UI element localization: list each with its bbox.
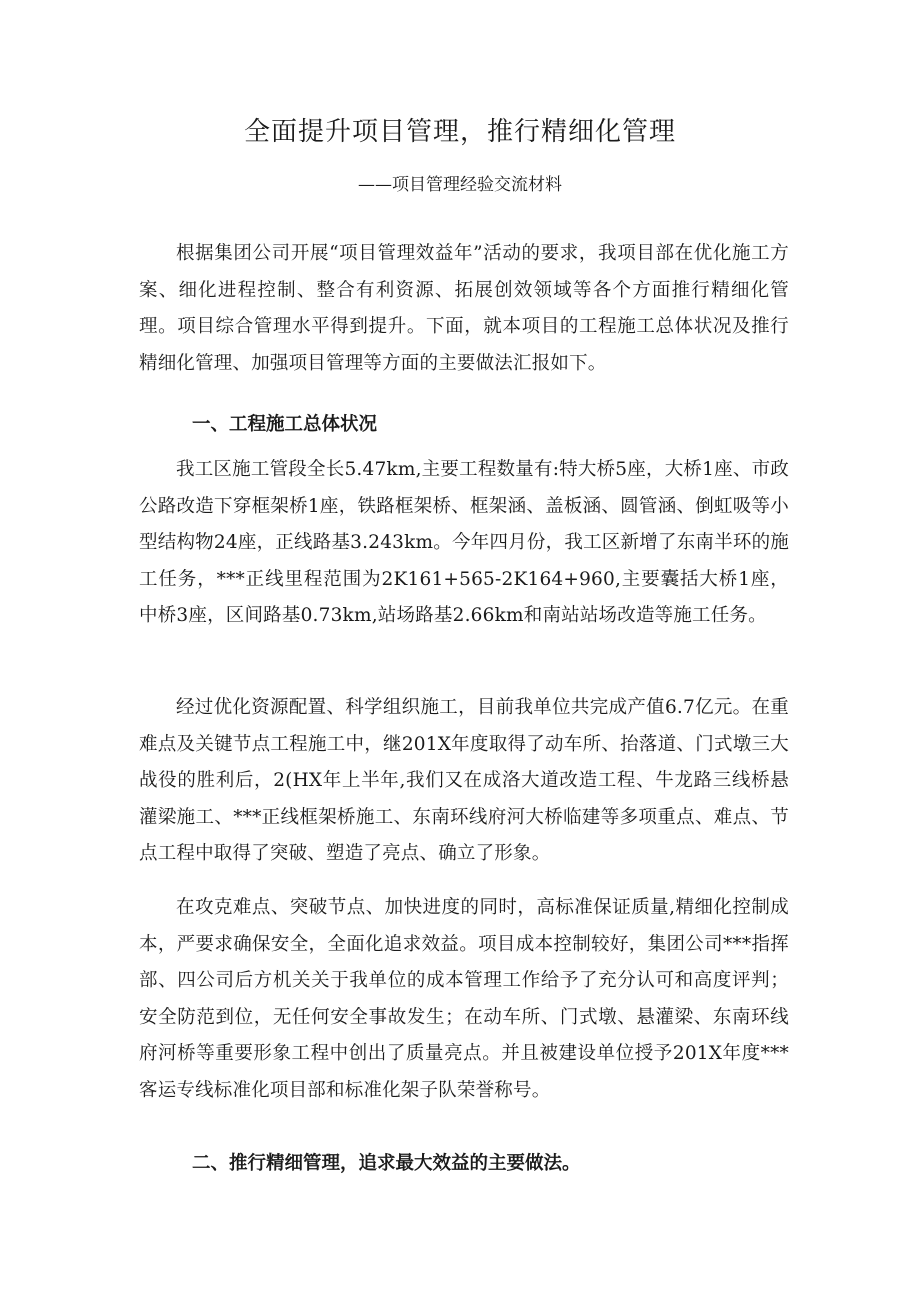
paragraph-overview: 我工区施工管段全长5.47km,主要工程数量有:特大桥5座，大桥1座、市政公路改造下穿框架桥1座，铁路框架桥、框架涵、盖板涵、圆管涵、倒虹吸等小型结构物24座，正线路基3.243km。今年四月份，我工区新增了东南半环的施工任务，***正线里程范围为2K161+565-2K164+960,主要囊括大桥1座，中桥3座，区间路基0.73km,站场路基2.66km和南站站场改造等施工任务。 — [139, 459, 789, 626]
section-heading-2: 二、推行精细管理，追求最大效益的主要做法。 — [192, 1153, 581, 1174]
section-heading-1: 一、工程施工总体状况 — [192, 414, 378, 435]
paragraph-progress: 经过优化资源配置、科学组织施工，目前我单位共完成产值6.7亿元。在重难点及关键节点工程施工中，继201X年度取得了动车所、抬落道、门式墩三大战役的胜利后，2(HX年上半年,我们又在成洛大道改造工程、牛龙路三线桥悬灌梁施工、***正线框架桥施工、东南环线府河大桥临建等多项重点、难点、节点工程中取得了突破、塑造了亮点、确立了形象。 — [139, 697, 789, 864]
paragraph-quality: 在攻克难点、突破节点、加快进度的同时，高标准保证质量,精细化控制成本，严要求确保安全，全面化追求效益。项目成本控制较好，集团公司***指挥部、四公司后方机关关于我单位的成本管理工作给予了充分认可和高度评判；安全防范到位，无任何安全事故发生；在动车所、门式墩、悬灌梁、东南环线府河桥等重要形象工程中创出了质量亮点。并且被建设单位授予201X年度***客运专线标准化项目部和标准化架子队荣誉称号。 — [139, 897, 789, 1101]
paragraph-intro: 根据集团公司开展“项目管理效益年”活动的要求，我项目部在优化施工方案、细化进程控制、整合有利资源、拓展创效领域等各个方面推行精细化管理。项目综合管理水平得到提升。下面，就本项目的工程施工总体状况及推行精细化管理、加强项目管理等方面的主要做法汇报如下。 — [139, 243, 789, 374]
document-subtitle: ——项目管理经验交流材料 — [358, 175, 562, 195]
document-title: 全面提升项目管理，推行精细化管理 — [243, 117, 676, 147]
